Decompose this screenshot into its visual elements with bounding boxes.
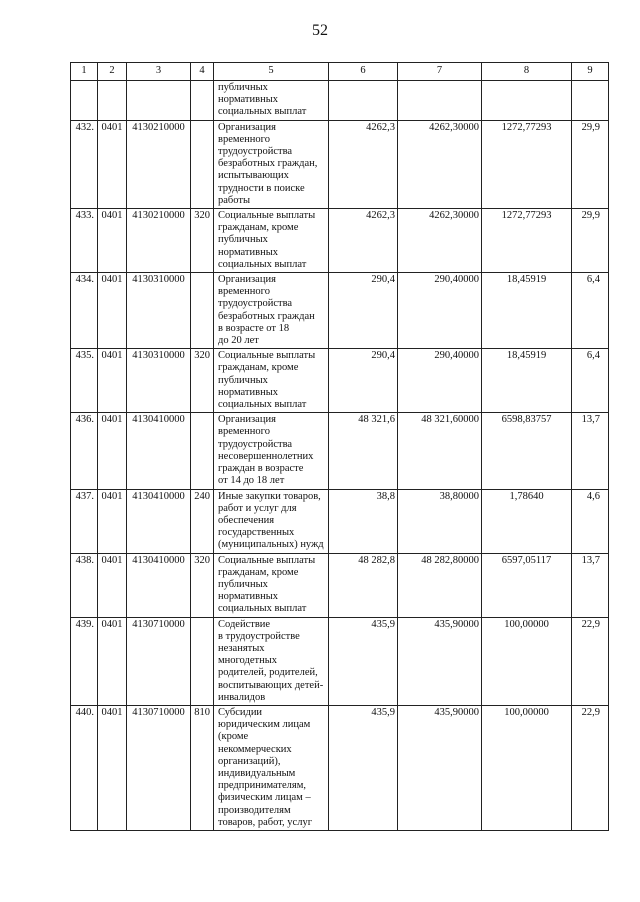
name-line: работы: [218, 194, 251, 206]
table-row: [71, 705, 609, 830]
name-line: юридическим лицам: [218, 719, 311, 731]
section-code-cell: 0401: [98, 413, 127, 489]
name-line: Субсидии: [218, 706, 263, 718]
executed-amount-cell: 100,00000: [482, 617, 572, 705]
name-line: нормативных: [218, 591, 279, 603]
name-line: Организация: [218, 414, 276, 426]
name-line: многодетных: [218, 655, 278, 667]
executed-amount-cell: 1,78640: [482, 489, 572, 553]
table-row: [71, 617, 609, 705]
name-line: социальных выплат: [218, 106, 307, 118]
row-number-cell: 440.: [71, 705, 98, 830]
name-line: до 20 лет: [218, 335, 259, 347]
name-line: воспитывающих детей-: [218, 679, 324, 691]
approved-amount-cell: 290,40000: [398, 273, 482, 349]
name-line: Организация: [218, 121, 276, 133]
header-cell: 1: [71, 63, 98, 81]
name-line: трудоустройства: [218, 298, 293, 310]
row-number-cell: 436.: [71, 413, 98, 489]
name-line: публичных: [218, 82, 268, 93]
name-line: Социальные выплаты: [218, 350, 316, 362]
section-code-cell: 0401: [98, 553, 127, 617]
section-code-cell: 0401: [98, 617, 127, 705]
name-line: временного: [218, 426, 270, 438]
target-article-cell: 4130410000: [127, 413, 191, 489]
budget-table: [70, 62, 609, 831]
section-code-cell: 0401: [98, 273, 127, 349]
approved-amount-cell: 48 321,60000: [398, 413, 482, 489]
name-line: социальных выплат: [218, 399, 307, 411]
name-line: Иные закупки товаров,: [218, 490, 321, 502]
name-line: временного: [218, 286, 270, 298]
percent-cell: 4,6: [572, 489, 609, 553]
expense-type-cell: [191, 81, 214, 121]
name-line: трудоустройства: [218, 146, 293, 158]
name-line: Организация: [218, 274, 276, 286]
name-cell: [214, 209, 329, 273]
name-line: в трудоустройстве: [218, 630, 300, 642]
target-article-cell: 4130710000: [127, 705, 191, 830]
name-line: Социальные выплаты: [218, 554, 316, 566]
approved-amount-cell: 435,90000: [398, 705, 482, 830]
table-body: [71, 81, 609, 831]
header-cell: 9: [572, 63, 609, 81]
name-line: Содействие: [218, 618, 271, 630]
plan-amount-cell: 4262,3: [329, 120, 398, 208]
header-cell: 3: [127, 63, 191, 81]
target-article-cell: 4130410000: [127, 553, 191, 617]
executed-amount-cell: 1272,77293: [482, 120, 572, 208]
row-number-cell: 439.: [71, 617, 98, 705]
table-row: [71, 413, 609, 489]
expense-type-cell: 320: [191, 209, 214, 273]
name-line: (кроме: [218, 731, 249, 743]
executed-amount-cell: 100,00000: [482, 705, 572, 830]
name-line: физическим лицам –: [218, 792, 311, 804]
executed-amount-cell: 6598,83757: [482, 413, 572, 489]
plan-amount-cell: 48 321,6: [329, 413, 398, 489]
name-cell: [214, 413, 329, 489]
target-article-cell: [127, 81, 191, 121]
plan-amount-cell: 290,4: [329, 273, 398, 349]
percent-cell: 22,9: [572, 705, 609, 830]
percent-cell: 13,7: [572, 413, 609, 489]
approved-amount-cell: 290,40000: [398, 349, 482, 413]
section-code-cell: 0401: [98, 209, 127, 273]
table-row: [71, 81, 609, 121]
percent-cell: 29,9: [572, 209, 609, 273]
expense-type-cell: 320: [191, 553, 214, 617]
header-cell: 6: [329, 63, 398, 81]
section-code-cell: 0401: [98, 489, 127, 553]
name-line: несовершеннолетних: [218, 450, 314, 462]
expense-type-cell: 320: [191, 349, 214, 413]
name-line: публичных: [218, 234, 268, 246]
plan-amount-cell: 290,4: [329, 349, 398, 413]
row-number-cell: 432.: [71, 120, 98, 208]
plan-amount-cell: 435,9: [329, 617, 398, 705]
row-number-cell: [71, 81, 98, 121]
table-row: [71, 273, 609, 349]
table-row: [71, 209, 609, 273]
name-line: нормативных: [218, 246, 279, 258]
approved-amount-cell: 4262,30000: [398, 120, 482, 208]
expense-type-cell: [191, 273, 214, 349]
name-line: незанятых: [218, 642, 265, 654]
name-line: обеспечения: [218, 514, 275, 526]
name-line: социальных выплат: [218, 603, 307, 615]
percent-cell: 29,9: [572, 120, 609, 208]
name-line: трудности в поиске: [218, 182, 305, 194]
executed-amount-cell: 6597,05117: [482, 553, 572, 617]
percent-cell: 6,4: [572, 273, 609, 349]
name-line: индивидуальным: [218, 767, 296, 779]
approved-amount-cell: 38,80000: [398, 489, 482, 553]
section-code-cell: 0401: [98, 705, 127, 830]
approved-amount-cell: 435,90000: [398, 617, 482, 705]
name-line: некоммерческих: [218, 743, 292, 755]
expense-type-cell: 240: [191, 489, 214, 553]
name-line: социальных выплат: [218, 258, 307, 270]
percent-cell: 13,7: [572, 553, 609, 617]
header-cell: 5: [214, 63, 329, 81]
target-article-cell: 4130310000: [127, 273, 191, 349]
name-line: работ и услуг для: [218, 502, 297, 514]
name-line: нормативных: [218, 386, 279, 398]
page-number: 52: [312, 22, 328, 39]
section-code-cell: [98, 81, 127, 121]
name-cell: [214, 489, 329, 553]
name-line: граждан в возрасте: [218, 463, 304, 475]
target-article-cell: 4130710000: [127, 617, 191, 705]
approved-amount-cell: 4262,30000: [398, 209, 482, 273]
approved-amount-cell: [398, 81, 482, 121]
plan-amount-cell: 48 282,8: [329, 553, 398, 617]
name-line: Социальные выплаты: [218, 210, 316, 222]
row-number-cell: 433.: [71, 209, 98, 273]
target-article-cell: 4130210000: [127, 120, 191, 208]
executed-amount-cell: [482, 81, 572, 121]
table-row: [71, 349, 609, 413]
name-line: от 14 до 18 лет: [218, 475, 285, 487]
name-line: гражданам, кроме: [218, 362, 299, 374]
name-cell: [214, 273, 329, 349]
target-article-cell: 4130410000: [127, 489, 191, 553]
name-line: гражданам, кроме: [218, 222, 299, 234]
table-row: [71, 489, 609, 553]
name-line: временного: [218, 133, 270, 145]
table-row: [71, 553, 609, 617]
plan-amount-cell: 4262,3: [329, 209, 398, 273]
row-number-cell: 435.: [71, 349, 98, 413]
approved-amount-cell: 48 282,80000: [398, 553, 482, 617]
name-line: в возрасте от 18: [218, 322, 290, 334]
name-cell: [214, 120, 329, 208]
name-line: безработных граждан: [218, 310, 315, 322]
percent-cell: 22,9: [572, 617, 609, 705]
name-cell: [214, 81, 329, 121]
row-number-cell: 437.: [71, 489, 98, 553]
name-line: инвалидов: [218, 691, 266, 703]
executed-amount-cell: 18,45919: [482, 273, 572, 349]
expense-type-cell: [191, 413, 214, 489]
name-line: (муниципальных) нужд: [218, 539, 324, 551]
name-line: производителям: [218, 804, 291, 816]
executed-amount-cell: 18,45919: [482, 349, 572, 413]
header-cell: 8: [482, 63, 572, 81]
name-line: организаций),: [218, 755, 281, 767]
plan-amount-cell: [329, 81, 398, 121]
row-number-cell: 438.: [71, 553, 98, 617]
plan-amount-cell: 38,8: [329, 489, 398, 553]
section-code-cell: 0401: [98, 349, 127, 413]
header-row: [71, 63, 609, 81]
name-line: трудоустройства: [218, 438, 293, 450]
expense-type-cell: [191, 120, 214, 208]
target-article-cell: 4130210000: [127, 209, 191, 273]
percent-cell: [572, 81, 609, 121]
plan-amount-cell: 435,9: [329, 705, 398, 830]
name-line: испытывающих: [218, 170, 289, 182]
name-cell: [214, 617, 329, 705]
expense-type-cell: [191, 617, 214, 705]
header-cell: 7: [398, 63, 482, 81]
header-cell: 4: [191, 63, 214, 81]
name-cell: [214, 553, 329, 617]
name-line: публичных: [218, 578, 268, 590]
executed-amount-cell: 1272,77293: [482, 209, 572, 273]
target-article-cell: 4130310000: [127, 349, 191, 413]
name-cell: [214, 349, 329, 413]
name-line: предпринимателям,: [218, 780, 307, 792]
section-code-cell: 0401: [98, 120, 127, 208]
name-line: нормативных: [218, 94, 279, 106]
row-number-cell: 434.: [71, 273, 98, 349]
name-cell: [214, 705, 329, 830]
expense-type-cell: 810: [191, 705, 214, 830]
name-line: родителей, родителей,: [218, 667, 318, 679]
header-cell: 2: [98, 63, 127, 81]
name-line: государственных: [218, 527, 295, 539]
name-line: товаров, работ, услуг: [218, 816, 313, 828]
name-line: безработных граждан,: [218, 158, 318, 170]
name-line: гражданам, кроме: [218, 566, 299, 578]
percent-cell: 6,4: [572, 349, 609, 413]
name-line: публичных: [218, 374, 268, 386]
table-row: [71, 120, 609, 208]
